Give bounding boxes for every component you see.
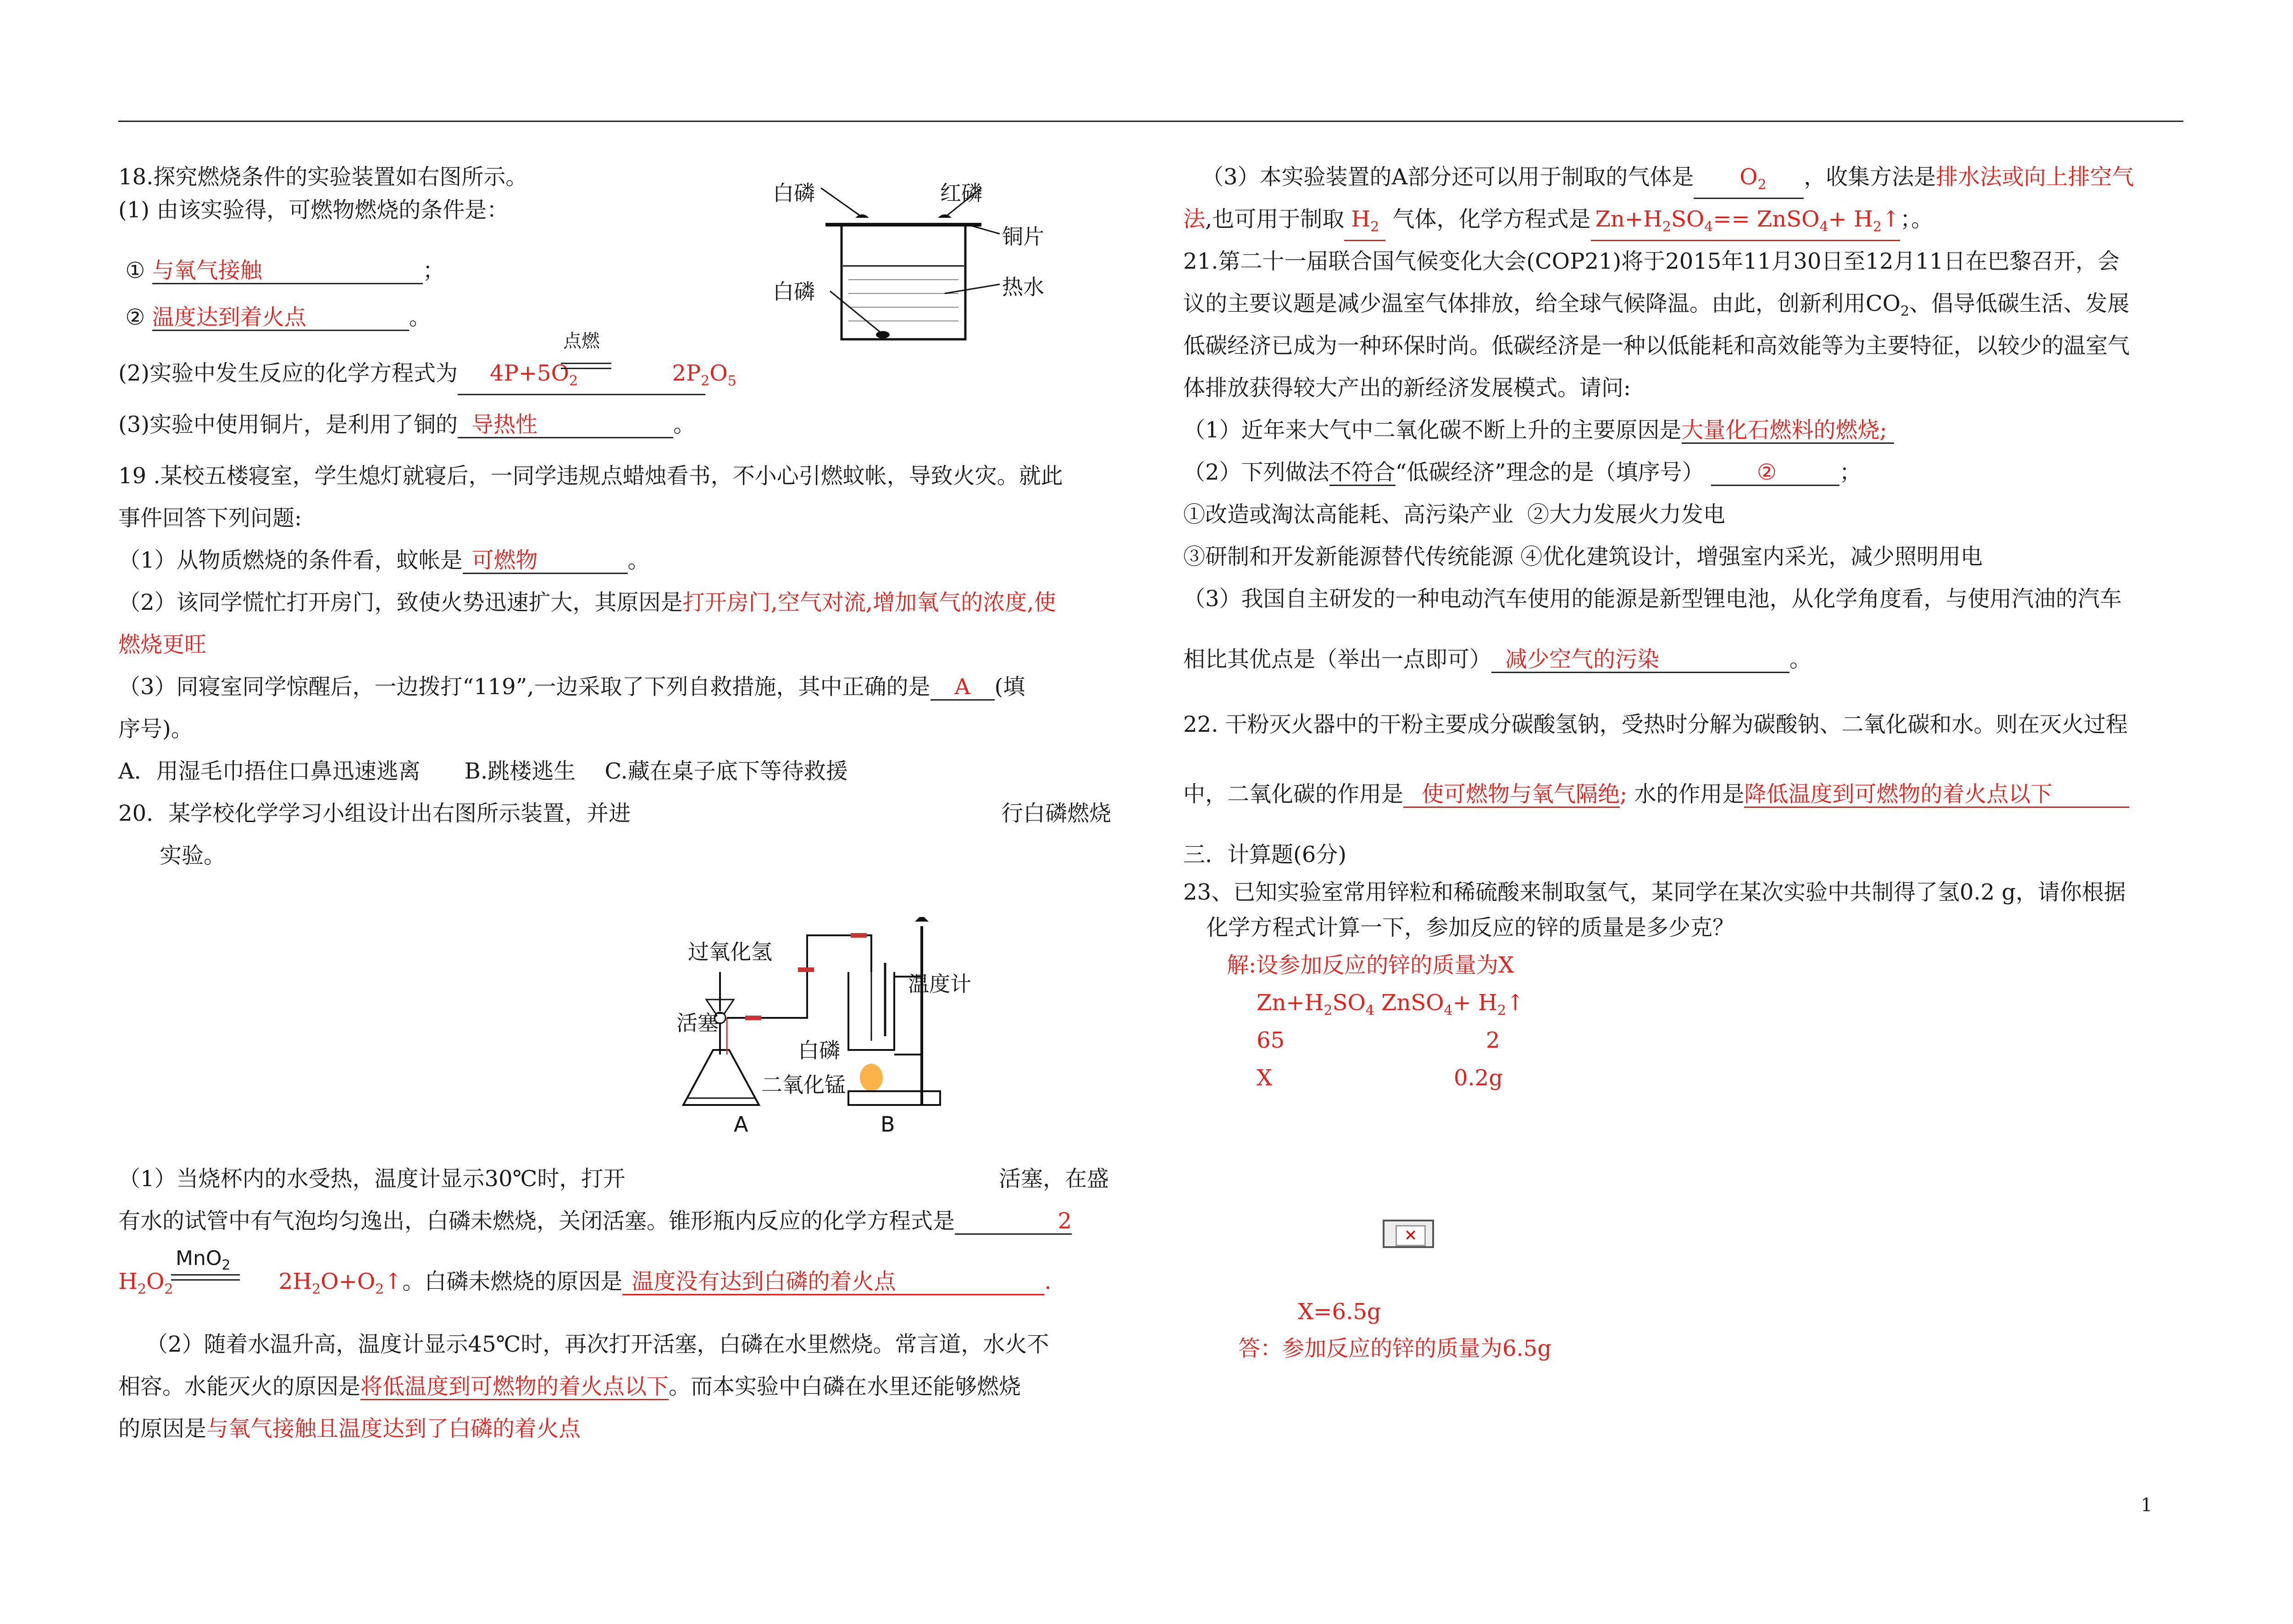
q20-eq-left: $H_2O_2$ xyxy=(118,1269,173,1298)
q20-eq-coef: 2 xyxy=(1058,1208,1072,1234)
q20-part2-end: 的原因是与氧气接触且温度达到了白磷的着火点 xyxy=(118,1416,581,1442)
q20-answer1: 温度没有达到白磷的着火点 xyxy=(631,1269,896,1294)
q23-solution-ratio2: X 0.2g xyxy=(1257,1065,1503,1091)
q18-answer2-line: ② 温度达到着火点 。 xyxy=(125,304,431,330)
q20-line2: 实验。 xyxy=(160,843,226,868)
q20-answer-gas: $O_2$ xyxy=(1739,164,1767,193)
q21-part2: （2）下列做法不符合“低碳经济”理念的是（填序号） ② ； xyxy=(1183,459,1861,485)
q18-eq-left: $4P+5O_2$ xyxy=(490,360,578,389)
q22-line2: 中，二氧化碳的作用是 使可燃物与氧气隔绝; 水的作用是降低温度到可燃物的着火点以下 xyxy=(1183,773,2185,815)
q23-solution-equation: $Zn+H_2SO_4$ ZnSO$_4$+ $H_2↑$ xyxy=(1257,990,1525,1019)
q20-line1: 20．某学校化学学习小组设计出右图所示装置，并进 行白磷燃烧 xyxy=(118,801,1112,826)
q21-line2: 议的主要议题是减少温室气体排放，给全球气候降温。由此，创新利用$CO_2$、倡导低碳生活、发展 xyxy=(1183,291,2130,320)
q18-eq-right: $2P_2O_5$ xyxy=(672,360,737,389)
q18-label-copper: 铜片 xyxy=(1002,224,1044,249)
q21-answer2: ② xyxy=(1756,459,1777,485)
q18-answer3: 导热性 xyxy=(471,412,538,437)
q19-part3: （3）同寝室同学惊醒后，一边拨打“119”,一边采取了下列自救措施，其中正确的是 A (填 xyxy=(118,674,1025,700)
q21-line4: 体排放获得较大产出的新经济发展模式。请问: xyxy=(1183,375,1631,401)
q20-label-h2o2: 过氧化氢 xyxy=(688,939,772,964)
header-rule xyxy=(118,121,2183,122)
q19-options: A．用湿毛巾捂住口鼻迅速逃离 B.跳楼逃生 C.藏在桌子底下等待救援 xyxy=(118,758,848,784)
q20-label-mno2: 二氧化锰 xyxy=(761,1072,846,1097)
q20-answer-collect: 排水法或向上排空气 xyxy=(1936,164,2134,190)
q23-solution-result: X=6.5g xyxy=(1298,1299,1381,1325)
q18-label-white-p-water: 白磷 xyxy=(773,279,815,304)
q19-line1: 19 .某校五楼寝室，学生熄灯就寝后，一同学违规点蜡烛看书，不小心引燃蚊帐，导致火灾。就此 xyxy=(118,463,1063,489)
right-column xyxy=(1183,156,2185,1099)
q18-label-red-p: 红磷 xyxy=(940,181,982,205)
q22-answer2: 降低温度到可燃物的着火点以下 xyxy=(1744,781,2053,807)
q19-part3-cont: 序号)。 xyxy=(118,716,193,742)
q23-line1: 23、已知实验室常用锌粒和稀硫酸来制取氢气，某同学在某次实验中共制得了氢0.2 g，请你根据 xyxy=(1183,879,2126,905)
q20-label-a: A xyxy=(734,1112,748,1137)
q23-solution-setup: 解:设参加反应的锌的质量为X xyxy=(1227,952,1514,978)
q21-part1: （1）近年来大气中二氧化碳不断上升的主要原因是大量化石燃料的燃烧; xyxy=(1183,409,2185,451)
q21-line1: 21.第二十一届联合国气候变化大会(COP21)将于2015年11月30日至12月11日在巴黎召开，会 xyxy=(1183,249,2120,274)
q18-answer1-line: ① 与氧气接触 ； xyxy=(125,258,445,283)
q19-answer1: 可燃物 xyxy=(471,547,538,573)
q23-answer: 答：参加反应的锌的质量为6.5g xyxy=(1238,1336,1552,1361)
q20-part1: （1）当烧杯内的水受热，温度计显示30℃时，打开 活塞，在盛 xyxy=(118,1166,1109,1192)
q21-line3: 低碳经济已成为一种环保时尚。低碳经济是一种以低能耗和高效能等为主要特征，以较少的温室气 xyxy=(1183,333,2130,359)
q23-solution-ratio1: 65 2 xyxy=(1257,1027,1500,1053)
q19-line2: 事件回答下列问题: xyxy=(118,505,302,531)
q20-part2: （2）随着水温升高，温度计显示45℃时，再次打开活塞，白磷在水里燃烧。常言道，水火不 xyxy=(146,1331,1049,1357)
q20-label-thermometer: 温度计 xyxy=(908,972,971,996)
q20-eq-arrow xyxy=(171,1274,240,1281)
q20-label-b: B xyxy=(881,1112,895,1137)
q20-label-valve: 活塞 xyxy=(676,1011,719,1035)
q18-eq-condition: 点燃 xyxy=(563,331,600,352)
q18-title: 18.探究燃烧条件的实验装置如右图所示。 xyxy=(118,164,528,190)
q20-eq-right: $2H_2O+O_2↑$ xyxy=(278,1269,403,1298)
left-column-lower xyxy=(118,1158,1132,1450)
q18-answer1: 与氧气接触 xyxy=(152,258,262,283)
page-number: 1 xyxy=(2141,1495,2153,1516)
section-calculation: 三．计算题(6分) xyxy=(1183,842,1346,867)
q20-eq-condition: MnO$_2$ xyxy=(176,1247,231,1273)
q21-options-1-2: ①改造或淘汰高能耗、高污染产业 ②大力发展火力发电 xyxy=(1183,502,1726,527)
q18-part1: (1) 由该实验得，可燃物燃烧的条件是： xyxy=(118,197,509,223)
q20-part1-cont: 有水的试管中有气泡均匀逸出，白磷未燃烧，关闭活塞。锥形瓶内反应的化学方程式是 2 xyxy=(118,1208,1072,1234)
q21-part3: （3）我国自主研发的一种电动汽车使用的能源是新型锂电池，从化学角度看，与使用汽油的汽车 xyxy=(1183,586,2122,612)
q21-answer3: 减少空气的污染 xyxy=(1505,646,1660,672)
q19-part1: （1）从物质燃烧的条件看，蚊帐是 可燃物 。 xyxy=(118,547,650,573)
q18-label-white-p-top: 白磷 xyxy=(773,181,815,205)
q20-equation-line: $H_2O_2$ MnO$_2$ $2H_2O+O_2↑$。白磷未燃烧的原因是 温度没有达到白磷的着火点 . xyxy=(118,1260,1132,1303)
q19-answer2a: 打开房门,空气对流,增加氧气的浓度,使 xyxy=(682,590,1056,615)
q18-part3: (3)实验中使用铜片，是利用了铜的 导热性 。 xyxy=(118,412,696,437)
q18-part2: (2)实验中发生反应的化学方程式为 $4P+5O_2$ 点燃 $2P_2O_5$ xyxy=(118,352,1132,394)
q20-part3: （3）本实验装置的A部分还可以用于制取的气体是 $O_2$ ，收集方法是排水法或向上排空气 xyxy=(1183,156,2185,198)
q20-answer-eq: $Zn+H_2SO_4==$ ZnSO$_4$+ $H_2↑$ xyxy=(1595,206,1900,235)
q23-line2: 化学方程式计算一下，参加反应的锌的质量是多少克？ xyxy=(1206,915,1735,940)
q18-label-hot-water: 热水 xyxy=(1002,275,1044,299)
q20-part2-cont: 相容。水能灭火的原因是将低温度到可燃物的着火点以下。而本实验中白磷在水里还能够燃烧 xyxy=(118,1374,1021,1399)
broken-image-icon: ✕ xyxy=(1383,1220,1434,1248)
q21-part3-cont: 相比其优点是（举出一点即可） 减少空气的污染 。 xyxy=(1183,646,1812,672)
q22-line1: 22. 干粉灭火器中的干粉主要成分碳酸氢钠，受热时分解为碳酸钠、二氧化碳和水。则在灭火过程 xyxy=(1183,712,2128,737)
q20-answer3: 与氧气接触且温度达到了白磷的着火点 xyxy=(206,1416,581,1442)
q19-part2: （2）该同学慌忙打开房门，致使火势迅速扩大，其原因是打开房门,空气对流,增加氧气的浓度,使 xyxy=(118,590,1056,615)
q20-answer-h2: $H_2$ xyxy=(1351,206,1379,235)
q21-answer1: 大量化石燃料的燃烧; xyxy=(1681,417,1887,443)
q20-answer2: 将低温度到可燃物的着火点以下 xyxy=(360,1374,669,1399)
q21-options-3-4: ③研制和开发新能源替代传统能源 ④优化建筑设计，增强室内采光，减少照明用电 xyxy=(1183,544,1983,569)
q19-answer3: A xyxy=(954,674,970,700)
q19-answer2b: 燃烧更旺 xyxy=(118,632,207,657)
q19-part2-cont xyxy=(118,624,1132,666)
q18-eq-arrow xyxy=(561,363,611,369)
q20-part3-cont: 法,也可用于制取 $H_2$ 气体，化学方程式是 $Zn+H_2SO_4==$ ZnSO$_4$+ $H_2↑$；。 xyxy=(1183,198,2185,240)
q22-answer1: 使可燃物与氧气隔绝 xyxy=(1422,781,1620,807)
q20-label-white-p: 白磷 xyxy=(798,1038,840,1063)
q18-answer2: 温度达到着火点 xyxy=(152,304,306,330)
